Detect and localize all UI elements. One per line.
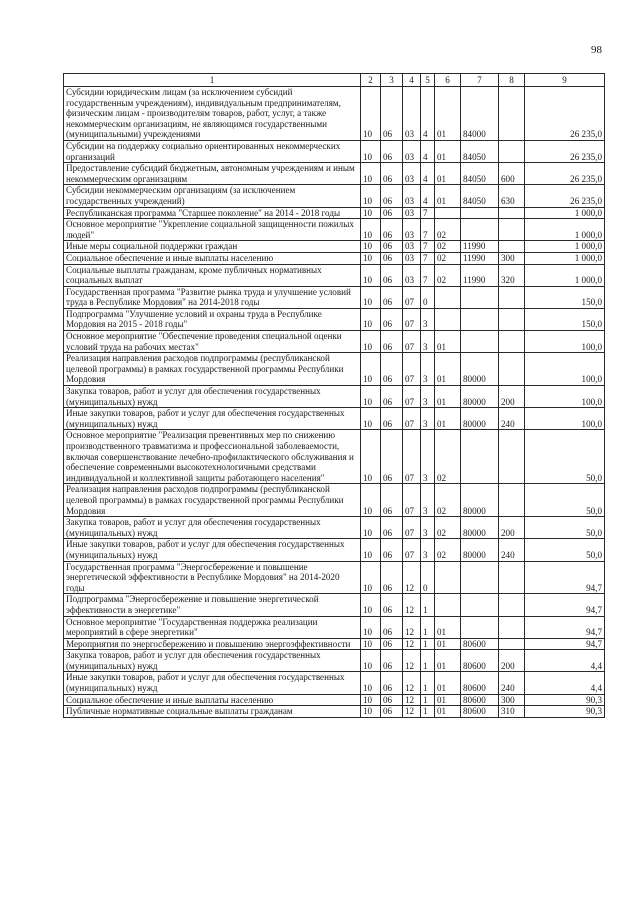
cell-subprogram-code: 7 [421,252,435,264]
cell-amount: 1 000,0 [525,219,605,241]
cell-kind-code: 200 [499,517,525,539]
cell-program-code: 12 [403,638,421,650]
cell-expense-code: 80000 [461,517,499,539]
cell-amount: 1 000,0 [525,241,605,253]
cell-section-code: 10 [361,219,381,241]
cell-program-code: 07 [403,484,421,517]
cell-program-code: 03 [403,219,421,241]
cell-expense-code: 11990 [461,241,499,253]
cell-expense-code [461,331,499,353]
cell-event-code: 01 [435,353,461,386]
cell-expense-code: 84050 [461,163,499,185]
table-row [64,140,605,162]
cell-amount: 94,7 [525,616,605,638]
cell-row-name: Субсидии юридическим лицам (за исключением субсидий государственным учреждениям), индивидуальным предпринимателям, физическим лицам - производителям товаров, работ, услуг, а также некоммерческим организациям, не являющимся государственными (муниципальными) учреждениями [64,87,361,141]
table-row [64,484,605,517]
cell-kind-code [499,286,525,308]
cell-kind-code: 600 [499,163,525,185]
cell-amount: 94,7 [525,561,605,594]
table-row [64,594,605,616]
cell-amount: 100,0 [525,386,605,408]
cell-section-code: 10 [361,650,381,672]
cell-section-code: 10 [361,484,381,517]
col-header-6: 6 [435,74,461,87]
cell-kind-code: 630 [499,185,525,207]
cell-amount: 150,0 [525,308,605,330]
table-row [64,264,605,286]
cell-subprogram-code: 4 [421,163,435,185]
cell-amount: 26 235,0 [525,87,605,141]
cell-amount: 26 235,0 [525,140,605,162]
cell-section-code: 10 [361,672,381,694]
cell-expense-code: 80600 [461,706,499,718]
cell-amount: 90,3 [525,706,605,718]
cell-event-code: 02 [435,241,461,253]
cell-expense-code: 11990 [461,264,499,286]
cell-subsection-code: 06 [381,594,403,616]
cell-event-code: 02 [435,539,461,561]
cell-row-name: Государственная программа "Развитие рынка труда и улучшение условий труда в Республике Мордовия" на 2014-2018 годы [64,286,361,308]
col-header-8: 8 [499,74,525,87]
cell-kind-code [499,353,525,386]
cell-kind-code: 200 [499,386,525,408]
cell-kind-code: 200 [499,650,525,672]
cell-amount: 100,0 [525,408,605,430]
cell-section-code: 10 [361,185,381,207]
cell-amount: 94,7 [525,638,605,650]
cell-expense-code: 84050 [461,140,499,162]
cell-program-code: 07 [403,430,421,484]
cell-subprogram-code: 3 [421,386,435,408]
cell-expense-code [461,561,499,594]
cell-subsection-code: 06 [381,638,403,650]
cell-row-name: Мероприятия по энергосбережению и повышению энергоэффективности [64,638,361,650]
col-header-1: 1 [64,74,361,87]
cell-event-code [435,207,461,219]
table-row [64,561,605,594]
table-row [64,386,605,408]
cell-kind-code: 240 [499,539,525,561]
cell-subprogram-code: 1 [421,706,435,718]
cell-section-code: 10 [361,638,381,650]
cell-amount: 1 000,0 [525,264,605,286]
cell-program-code: 07 [403,331,421,353]
cell-section-code: 10 [361,408,381,430]
cell-event-code [435,561,461,594]
cell-subprogram-code: 1 [421,650,435,672]
cell-section-code: 10 [361,694,381,706]
cell-subsection-code: 06 [381,308,403,330]
cell-event-code: 02 [435,252,461,264]
cell-subsection-code: 06 [381,219,403,241]
cell-event-code: 01 [435,650,461,672]
table-row [64,650,605,672]
cell-subsection-code: 06 [381,694,403,706]
cell-section-code: 10 [361,87,381,141]
cell-section-code: 10 [361,594,381,616]
cell-section-code: 10 [361,539,381,561]
cell-subsection-code: 06 [381,286,403,308]
cell-expense-code: 80000 [461,353,499,386]
cell-amount: 94,7 [525,594,605,616]
cell-event-code: 02 [435,430,461,484]
cell-program-code: 03 [403,241,421,253]
cell-row-name: Закупка товаров, работ и услуг для обеспечения государственных (муниципальных) нужд [64,517,361,539]
cell-program-code: 07 [403,539,421,561]
cell-program-code: 07 [403,386,421,408]
table-row [64,308,605,330]
cell-kind-code [499,616,525,638]
cell-kind-code [499,241,525,253]
cell-kind-code [499,430,525,484]
cell-subsection-code: 06 [381,672,403,694]
cell-subsection-code: 06 [381,353,403,386]
cell-subsection-code: 06 [381,539,403,561]
table-header-row [64,74,605,87]
cell-section-code: 10 [361,286,381,308]
cell-subsection-code: 06 [381,87,403,141]
cell-subsection-code: 06 [381,561,403,594]
cell-subprogram-code: 0 [421,286,435,308]
cell-row-name: Реализация направления расходов подпрограммы (республиканской целевой программы) в рамках государственной программы Республики Мордовия [64,484,361,517]
cell-expense-code [461,286,499,308]
col-header-3: 3 [381,74,403,87]
cell-kind-code [499,561,525,594]
cell-amount: 1 000,0 [525,207,605,219]
cell-event-code: 01 [435,386,461,408]
cell-event-code: 01 [435,163,461,185]
cell-section-code: 10 [361,706,381,718]
table-row [64,672,605,694]
table-row [64,241,605,253]
cell-row-name: Публичные нормативные социальные выплаты гражданам [64,706,361,718]
cell-row-name: Подпрограмма "Энергосбережение и повышение энергетической эффективности в энергетике" [64,594,361,616]
table-row [64,353,605,386]
cell-section-code: 10 [361,386,381,408]
cell-subprogram-code: 3 [421,539,435,561]
cell-event-code [435,286,461,308]
cell-subprogram-code: 7 [421,207,435,219]
page-number: 98 [591,44,602,56]
cell-program-code: 12 [403,594,421,616]
cell-row-name: Подпрограмма "Улучшение условий и охраны труда в Республике Мордовия на 2015 - 2018 годы" [64,308,361,330]
cell-expense-code: 84000 [461,87,499,141]
table-row [64,185,605,207]
cell-subprogram-code: 1 [421,672,435,694]
cell-event-code: 01 [435,638,461,650]
cell-program-code: 12 [403,694,421,706]
cell-program-code: 03 [403,252,421,264]
cell-subprogram-code: 7 [421,264,435,286]
cell-event-code: 02 [435,219,461,241]
cell-subprogram-code: 4 [421,87,435,141]
cell-section-code: 10 [361,430,381,484]
cell-subsection-code: 06 [381,430,403,484]
cell-subprogram-code: 7 [421,219,435,241]
cell-section-code: 10 [361,308,381,330]
cell-expense-code: 80000 [461,408,499,430]
cell-event-code: 01 [435,672,461,694]
cell-subsection-code: 06 [381,408,403,430]
cell-amount: 4,4 [525,672,605,694]
cell-kind-code: 300 [499,694,525,706]
cell-kind-code [499,207,525,219]
cell-subprogram-code: 3 [421,353,435,386]
cell-subsection-code: 06 [381,484,403,517]
table-row [64,430,605,484]
cell-program-code: 12 [403,616,421,638]
cell-program-code: 03 [403,140,421,162]
cell-kind-code [499,219,525,241]
cell-section-code: 10 [361,353,381,386]
cell-program-code: 03 [403,163,421,185]
cell-subsection-code: 06 [381,140,403,162]
cell-row-name: Основное мероприятие "Обеспечение проведения специальной оценки условий труда на рабочих местах" [64,331,361,353]
cell-subsection-code: 06 [381,331,403,353]
cell-kind-code: 300 [499,252,525,264]
cell-subprogram-code: 3 [421,308,435,330]
cell-section-code: 10 [361,264,381,286]
cell-subprogram-code: 1 [421,594,435,616]
table-row [64,219,605,241]
cell-expense-code [461,308,499,330]
cell-subprogram-code: 1 [421,638,435,650]
cell-expense-code: 80600 [461,650,499,672]
cell-row-name: Закупка товаров, работ и услуг для обеспечения государственных (муниципальных) нужд [64,386,361,408]
cell-program-code: 03 [403,87,421,141]
col-header-2: 2 [361,74,381,87]
cell-subsection-code: 06 [381,264,403,286]
cell-event-code: 01 [435,408,461,430]
cell-event-code: 02 [435,484,461,517]
cell-program-code: 07 [403,286,421,308]
cell-kind-code: 240 [499,408,525,430]
cell-kind-code [499,87,525,141]
cell-subsection-code: 06 [381,252,403,264]
cell-kind-code: 310 [499,706,525,718]
cell-kind-code [499,308,525,330]
cell-subsection-code: 06 [381,650,403,672]
cell-subsection-code: 06 [381,185,403,207]
cell-event-code: 01 [435,331,461,353]
cell-row-name: Реализация направления расходов подпрограммы (республиканской целевой программы) в рамках государственной программы Республики Мордовия [64,353,361,386]
cell-amount: 90,3 [525,694,605,706]
cell-kind-code [499,140,525,162]
cell-expense-code [461,616,499,638]
budget-table [63,73,605,718]
cell-event-code: 01 [435,87,461,141]
cell-event-code: 02 [435,264,461,286]
cell-event-code [435,308,461,330]
cell-subsection-code: 06 [381,241,403,253]
cell-program-code: 12 [403,672,421,694]
cell-program-code: 12 [403,561,421,594]
cell-subprogram-code: 4 [421,185,435,207]
cell-program-code: 03 [403,185,421,207]
cell-section-code: 10 [361,331,381,353]
cell-program-code: 12 [403,706,421,718]
cell-expense-code: 80000 [461,539,499,561]
cell-section-code: 10 [361,616,381,638]
cell-event-code [435,594,461,616]
table-row [64,163,605,185]
table-row [64,539,605,561]
cell-row-name: Иные закупки товаров, работ и услуг для обеспечения государственных (муниципальных) нужд [64,539,361,561]
cell-expense-code [461,207,499,219]
table-row [64,286,605,308]
cell-row-name: Государственная программа "Энергосбережение и повышение энергетической эффективности в Республике Мордовия" на 2014-2020 годы [64,561,361,594]
cell-subsection-code: 06 [381,207,403,219]
cell-subprogram-code: 3 [421,484,435,517]
cell-amount: 1 000,0 [525,252,605,264]
cell-amount: 50,0 [525,430,605,484]
cell-amount: 150,0 [525,286,605,308]
cell-kind-code [499,331,525,353]
table-body [64,87,605,718]
cell-section-code: 10 [361,561,381,594]
cell-expense-code [461,594,499,616]
cell-amount: 100,0 [525,353,605,386]
cell-amount: 50,0 [525,484,605,517]
cell-event-code: 01 [435,140,461,162]
cell-expense-code: 11990 [461,252,499,264]
cell-section-code: 10 [361,140,381,162]
cell-section-code: 10 [361,241,381,253]
cell-program-code: 03 [403,264,421,286]
cell-subsection-code: 06 [381,163,403,185]
cell-kind-code [499,638,525,650]
cell-kind-code [499,594,525,616]
cell-kind-code [499,484,525,517]
cell-event-code: 01 [435,694,461,706]
cell-subsection-code: 06 [381,706,403,718]
cell-expense-code: 80600 [461,638,499,650]
cell-row-name: Иные закупки товаров, работ и услуг для обеспечения государственных (муниципальных) нужд [64,408,361,430]
table-row [64,331,605,353]
cell-program-code: 12 [403,650,421,672]
table-row [64,252,605,264]
cell-row-name: Основное мероприятие "Государственная поддержка реализации мероприятий в сфере энергетики" [64,616,361,638]
cell-event-code: 01 [435,706,461,718]
cell-kind-code: 320 [499,264,525,286]
cell-program-code: 07 [403,353,421,386]
cell-row-name: Субсидии некоммерческим организациям (за исключением государственных учреждений) [64,185,361,207]
cell-subsection-code: 06 [381,386,403,408]
cell-program-code: 07 [403,517,421,539]
cell-amount: 50,0 [525,539,605,561]
table-row [64,87,605,141]
cell-expense-code [461,219,499,241]
cell-program-code: 03 [403,207,421,219]
cell-subprogram-code: 7 [421,241,435,253]
table-row [64,207,605,219]
col-header-5: 5 [421,74,435,87]
cell-kind-code: 240 [499,672,525,694]
table-row [64,408,605,430]
cell-expense-code: 80600 [461,672,499,694]
cell-row-name: Иные закупки товаров, работ и услуг для обеспечения государственных (муниципальных) нужд [64,672,361,694]
cell-subprogram-code: 3 [421,517,435,539]
table-row [64,616,605,638]
table-row [64,638,605,650]
cell-row-name: Субсидии на поддержку социально ориентированных некоммерческих организаций [64,140,361,162]
col-header-7: 7 [461,74,499,87]
cell-event-code: 02 [435,517,461,539]
cell-row-name: Социальное обеспечение и иные выплаты населению [64,252,361,264]
cell-subsection-code: 06 [381,616,403,638]
cell-subsection-code: 06 [381,517,403,539]
cell-expense-code [461,430,499,484]
cell-section-code: 10 [361,252,381,264]
cell-program-code: 07 [403,308,421,330]
table-row [64,706,605,718]
cell-subprogram-code: 1 [421,616,435,638]
cell-row-name: Основное мероприятие "Реализация превентивных мер по снижению производственного травматизма и профессиональной заболеваемости, включая совершенствование лечебно-профилактического обслуживания и обеспечение современными высокотехнологичными средствами индивидуальной и коллективной защиты работающего населения" [64,430,361,484]
table-row [64,694,605,706]
cell-expense-code: 80000 [461,386,499,408]
cell-section-code: 10 [361,207,381,219]
col-header-4: 4 [403,74,421,87]
cell-row-name: Социальное обеспечение и иные выплаты населению [64,694,361,706]
cell-amount: 100,0 [525,331,605,353]
cell-row-name: Основное мероприятие "Укрепление социальной защищенности пожилых людей" [64,219,361,241]
cell-row-name: Предоставление субсидий бюджетным, автономным учреждениям и иным некоммерческим организациям [64,163,361,185]
cell-row-name: Закупка товаров, работ и услуг для обеспечения государственных (муниципальных) нужд [64,650,361,672]
cell-subprogram-code: 4 [421,140,435,162]
cell-event-code: 01 [435,616,461,638]
col-header-9: 9 [525,74,605,87]
cell-amount: 50,0 [525,517,605,539]
cell-subprogram-code: 0 [421,561,435,594]
cell-expense-code: 84050 [461,185,499,207]
cell-subprogram-code: 1 [421,694,435,706]
cell-row-name: Социальные выплаты гражданам, кроме публичных нормативных социальных выплат [64,264,361,286]
table-row [64,517,605,539]
cell-section-code: 10 [361,163,381,185]
cell-program-code: 07 [403,408,421,430]
cell-amount: 26 235,0 [525,163,605,185]
cell-expense-code: 80600 [461,694,499,706]
cell-subprogram-code: 3 [421,430,435,484]
cell-row-name: Республиканская программа "Старшее поколение" на 2014 - 2018 годы [64,207,361,219]
cell-subprogram-code: 3 [421,331,435,353]
cell-event-code: 01 [435,185,461,207]
cell-section-code: 10 [361,517,381,539]
cell-subprogram-code: 3 [421,408,435,430]
cell-row-name: Иные меры социальной поддержки граждан [64,241,361,253]
cell-expense-code: 80000 [461,484,499,517]
cell-amount: 4,4 [525,650,605,672]
cell-amount: 26 235,0 [525,185,605,207]
